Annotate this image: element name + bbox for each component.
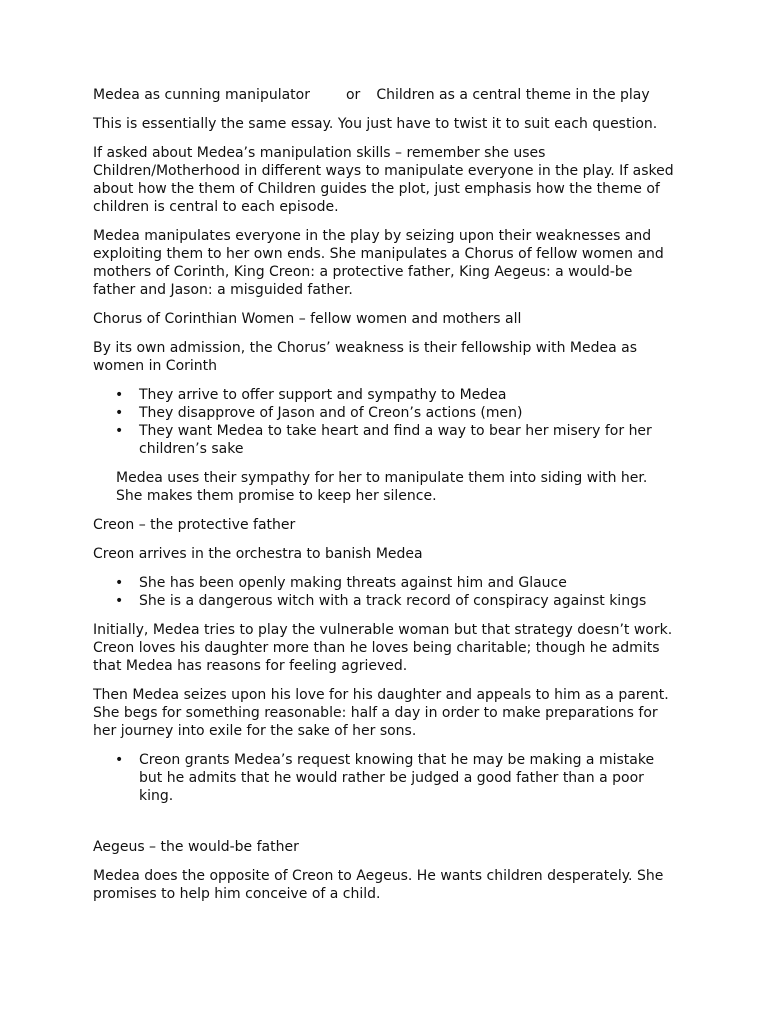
aegeus-paragraph-1: Medea does the opposite of Creon to Aegeus. He wants children desperately. She promises to help him conceive of a child.	[93, 868, 664, 902]
creon-paragraph-1: Initially, Medea tries to play the vulnerable woman but that strategy doesn’t work. Creon loves his daughter more than he loves being charitable; though he admits that Medea has reasons for feeling agrieved.	[93, 622, 673, 674]
document-title	[93, 86, 678, 104]
creon-heading: Creon – the protective father	[93, 517, 296, 533]
paragraph-manipulation: If asked about Medea’s manipulation skills – remember she uses Children/Motherhood in different ways to manipulate everyone in the play. If asked about how the them of Children guides the plot, just emphasis how the theme of children is central to each episode.	[93, 145, 674, 215]
creon-bullet-list	[93, 574, 678, 610]
list-item: • They want Medea to take heart and find a way to bear her misery for her children’s sake	[139, 422, 678, 458]
chorus-intro: By its own admission, the Chorus’ weakness is their fellowship with Medea as women in Corinth	[93, 340, 638, 374]
aegeus-heading: Aegeus – the would-be father	[93, 839, 299, 855]
list-item: • Creon grants Medea’s request knowing that he may be making a mistake but he admits that he would rather be judged a good father than a poor king.	[139, 751, 678, 805]
paragraph-overview: Medea manipulates everyone in the play by seizing upon their weaknesses and exploiting them to her own ends. She manipulates a Chorus of fellow women and mothers of Corinth, King Creon: a protective father, King Aegeus: a would-be father and Jason: a misguided father.	[93, 228, 664, 298]
list-item: • She has been openly making threats against him and Glauce	[139, 574, 678, 592]
title-or: or	[345, 87, 361, 103]
chorus-heading: Chorus of Corinthian Women – fellow women and mothers all	[93, 311, 522, 327]
creon-bullet-list-2	[93, 751, 678, 805]
list-item: • They disapprove of Jason and of Creon’s actions (men)	[139, 404, 678, 422]
paragraph-intro: This is essentially the same essay. You just have to twist it to suit each question.	[93, 116, 658, 132]
spacer	[93, 816, 678, 838]
list-item: • They arrive to offer support and sympathy to Medea	[139, 386, 678, 404]
list-item: • She is a dangerous witch with a track record of conspiracy against kings	[139, 592, 678, 610]
chorus-bullet-list	[93, 386, 678, 458]
chorus-conclusion: Medea uses their sympathy for her to manipulate them into siding with her. She makes them promise to keep her silence.	[116, 470, 648, 504]
creon-intro: Creon arrives in the orchestra to banish Medea	[93, 546, 423, 562]
title-right: Children as a central theme in the play	[376, 87, 650, 103]
creon-paragraph-2: Then Medea seizes upon his love for his daughter and appeals to him as a parent. She begs for something reasonable: half a day in order to make preparations for her journey into exile for the sake of her sons.	[93, 687, 669, 739]
title-left: Medea as cunning manipulator	[93, 87, 310, 103]
